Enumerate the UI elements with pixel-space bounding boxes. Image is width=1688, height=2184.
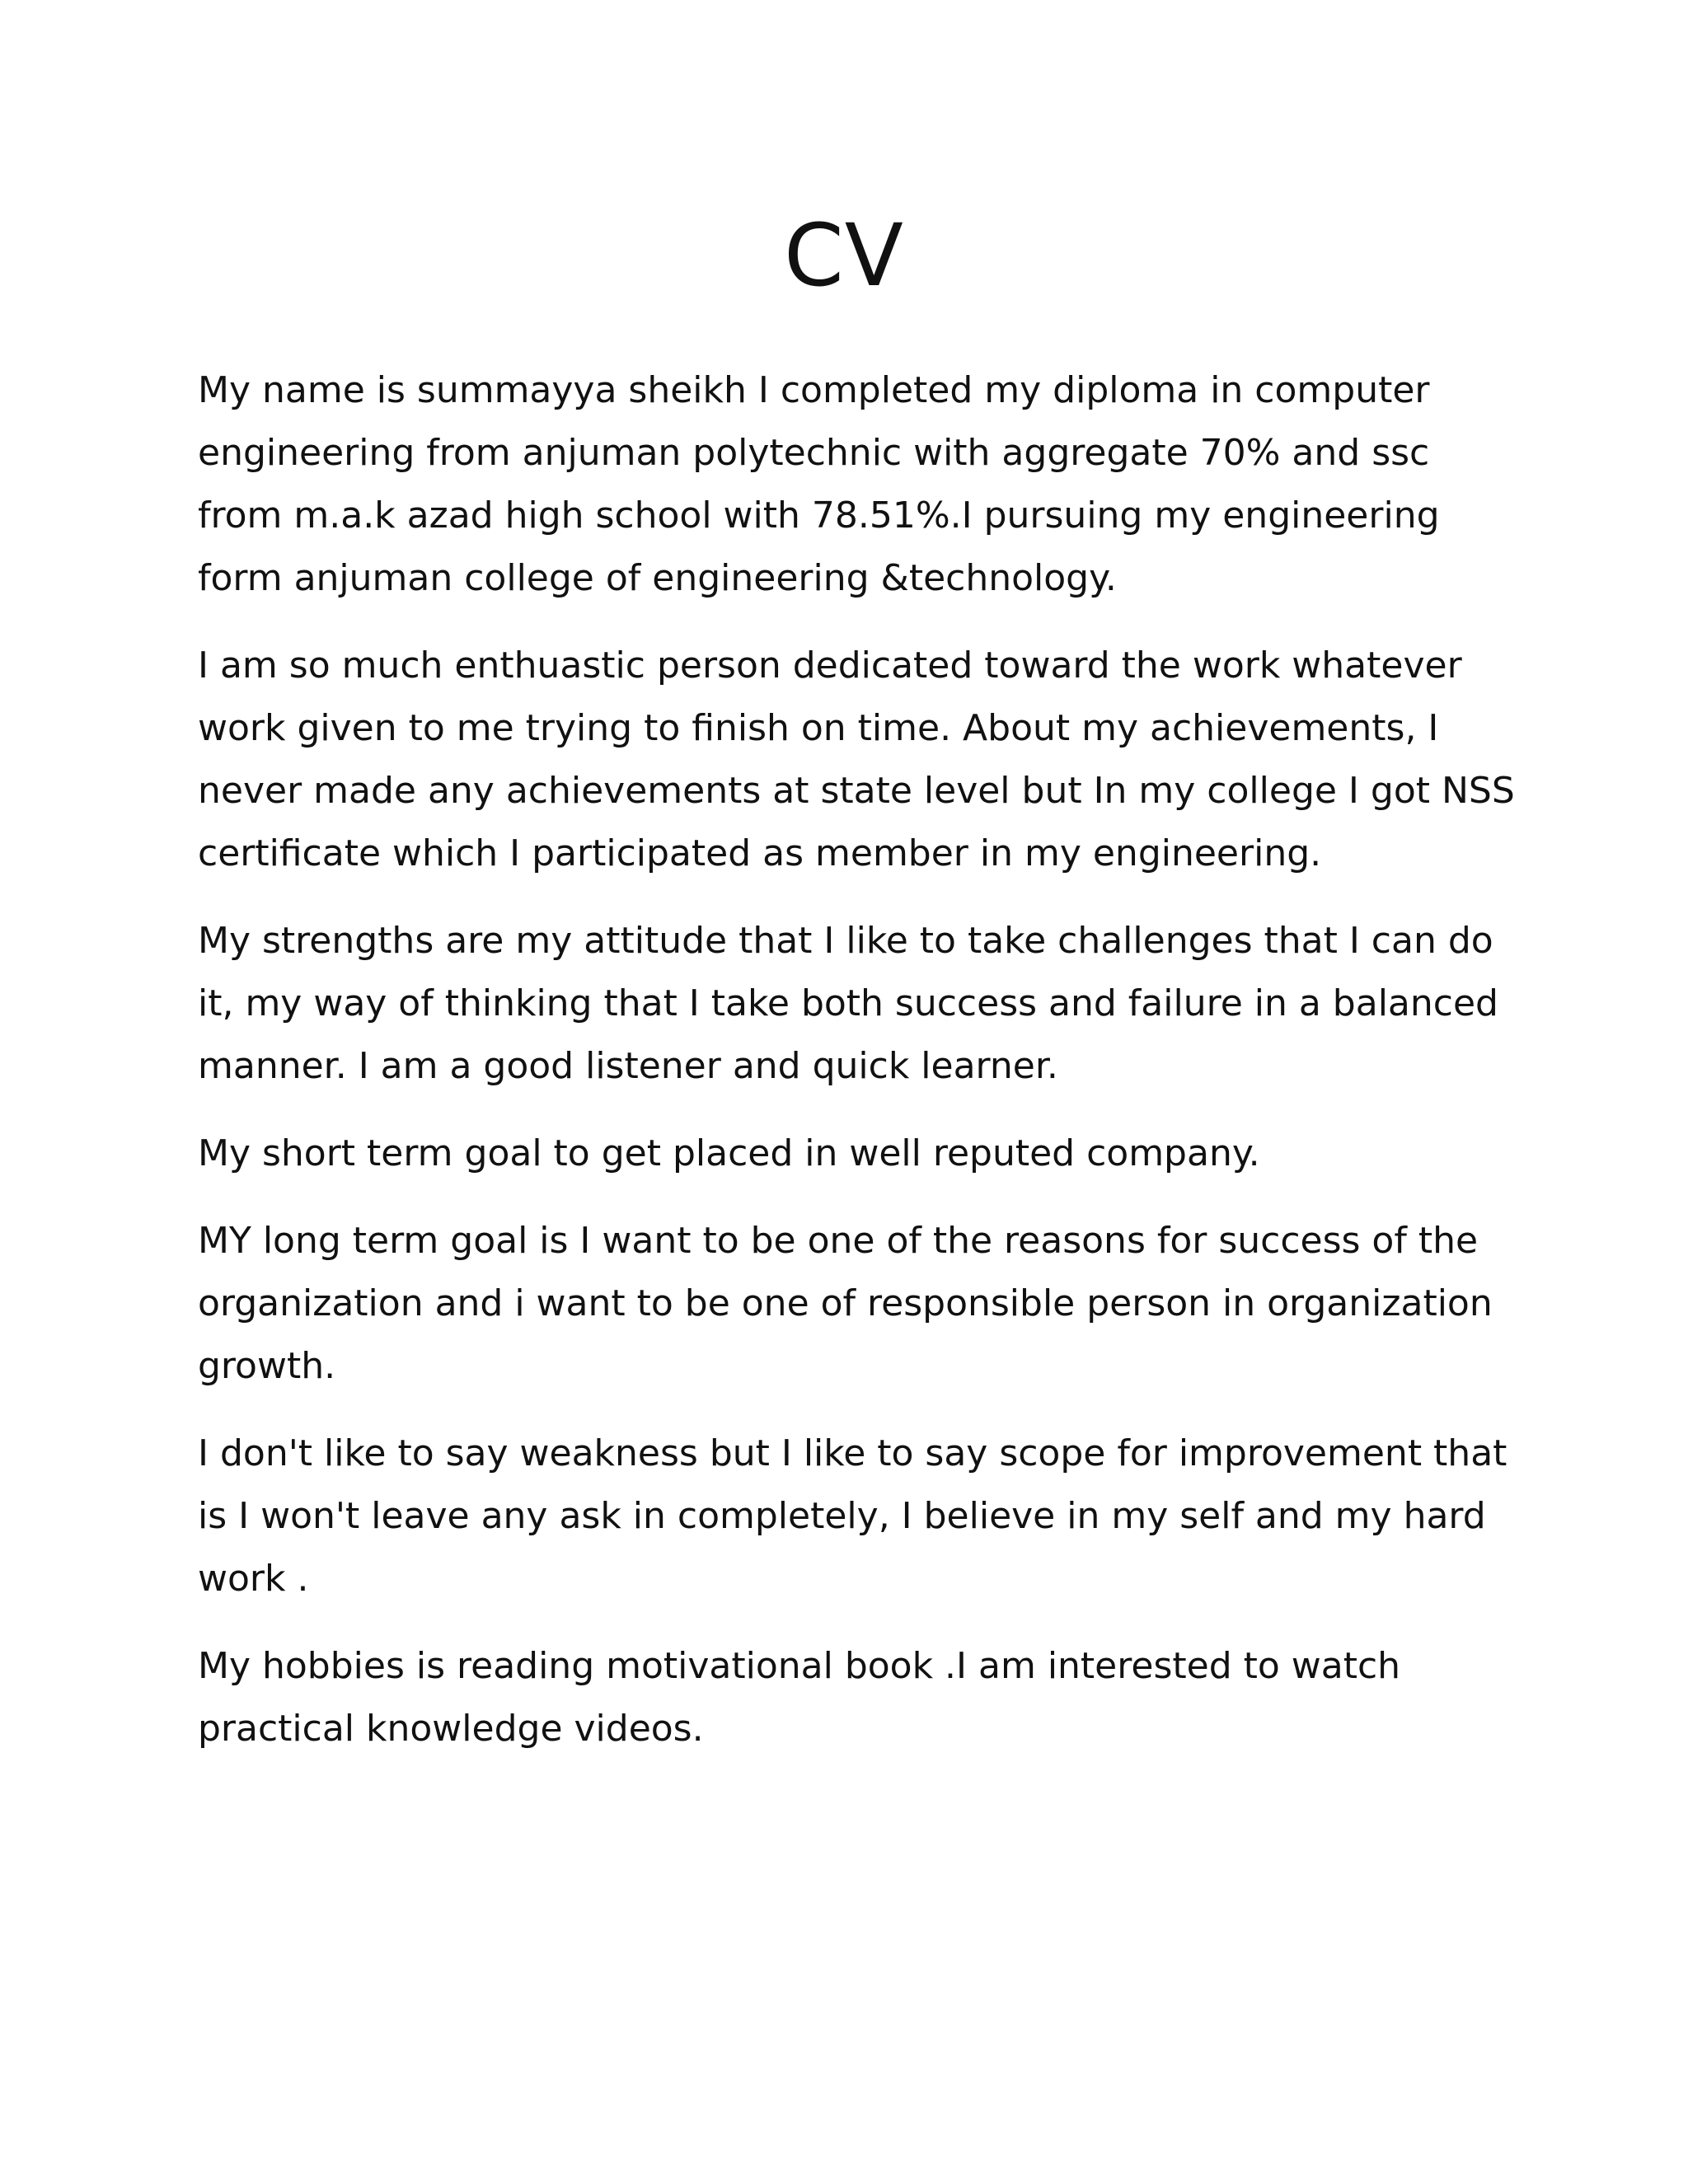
paragraph-hobbies	[198, 1635, 1517, 1760]
paragraph-line: it, my way of thinking that I take both success and failure in a balanced	[198, 982, 1498, 1024]
paragraph-line: manner. I am a good listener and quick learner.	[198, 1045, 1058, 1087]
paragraph-line: work .	[198, 1558, 309, 1600]
paragraph-achievements	[198, 635, 1517, 885]
paragraph-line: My hobbies is reading motivational book .I am interested to watch	[198, 1645, 1401, 1687]
paragraph-line: never made any achievements at state level but In my college I got NSS	[198, 770, 1515, 812]
paragraph-long-term-goal	[198, 1210, 1517, 1398]
document-title: CV	[784, 205, 904, 306]
paragraph-line: certificate which I participated as member in my engineering.	[198, 832, 1322, 874]
paragraph-line: from m.a.k azad high school with 78.51%.I pursuing my engineering	[198, 494, 1440, 537]
paragraph-line: practical knowledge videos.	[198, 1708, 704, 1750]
paragraph-line: I am so much enthuastic person dedicated toward the work whatever	[198, 644, 1462, 687]
paragraph-weakness	[198, 1422, 1517, 1610]
paragraph-line: MY long term goal is I want to be one of the reasons for success of the	[198, 1220, 1479, 1262]
paragraph-strengths	[198, 910, 1517, 1098]
paragraph-line: is I won't leave any ask in completely, I believe in my self and my hard	[198, 1495, 1486, 1537]
paragraph-line: work given to me trying to finish on time. About my achievements, I	[198, 707, 1439, 749]
paragraph-line: My short term goal to get placed in well reputed company.	[198, 1132, 1260, 1174]
paragraph-line: form anjuman college of engineering &technology.	[198, 557, 1117, 599]
paragraph-short-term-goal	[198, 1122, 1517, 1185]
paragraph-line: engineering from anjuman polytechnic with aggregate 70% and ssc	[198, 432, 1430, 474]
paragraph-education	[198, 359, 1517, 610]
paragraph-line: growth.	[198, 1345, 336, 1387]
document-body	[198, 359, 1517, 1785]
paragraph-line: organization and i want to be one of responsible person in organization	[198, 1282, 1493, 1324]
paragraph-line: I don't like to say weakness but I like to say scope for improvement that	[198, 1432, 1507, 1474]
paragraph-line: My name is summayya sheikh I completed my diploma in computer	[198, 369, 1430, 411]
paragraph-line: My strengths are my attitude that I like to take challenges that I can do	[198, 920, 1493, 962]
